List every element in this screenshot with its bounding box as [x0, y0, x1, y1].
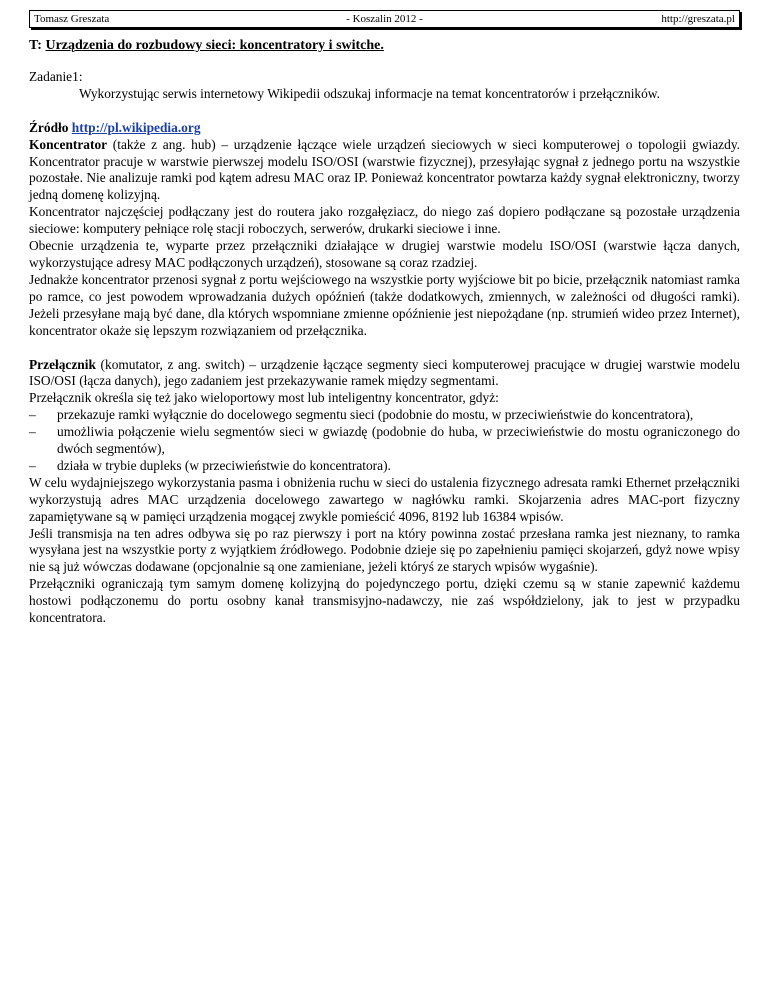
source-line	[29, 120, 740, 137]
list-item: – przekazuje ramki wyłącznie do docelowego segmentu sieci (podobnie do mostu, w przeciwieństwie do koncentratora),	[29, 407, 740, 424]
hub-paragraph-1: Koncentrator (także z ang. hub) – urządzenie łączące wiele urządzeń sieciowych w sieci komputerowej o topologii gwiazdy. Koncentrator pracuje w warstwie pierwszej modelu ISO/OSI (warstwie fizycznej), przesyłając sygnał z jednego portu na wszystkie pozostałe. Nie analizuje ramki pod kątem adresu MAC oraz IP. Ponieważ koncentrator powtarza każdy sygnał elektroniczny, tworzy jedną domenę kolizyjną.	[29, 136, 740, 203]
header-author: Tomasz Greszata	[34, 13, 110, 25]
switch-term: Przełącznik	[29, 356, 96, 372]
switch-paragraph-1: Przełącznik (komutator, z ang. switch) – urządzenie łączące segmenty sieci komputerowej pracujące w drugiej warstwie modelu ISO/OSI (łącza danych), jego zadaniem jest przekazywanie ramek między segmentami.	[29, 356, 740, 389]
task-body: Wykorzystując serwis internetowy Wikipedii odszukaj informacje na temat koncentratorów i przełączników.	[79, 85, 660, 101]
page-header	[29, 10, 740, 28]
title-prefix: T:	[29, 38, 46, 53]
hub-paragraph-2: Koncentrator najczęściej podłączany jest do routera jako rozgałęziacz, do niego zaś dopiero podłączane są pozostałe urządzenia sieciowe: komputery pełniące rolę stacji roboczych, serwerów, drukarki sieciowe i inne.	[29, 204, 740, 237]
header-place-year: - Koszalin 2012 -	[346, 13, 423, 25]
list-item: – działa w trybie dupleks (w przeciwieństwie do koncentratora).	[29, 458, 740, 475]
source-label: Źródło	[29, 119, 69, 135]
hub-paragraph-4: Jednakże koncentrator przenosi sygnał z portu wejściowego na wszystkie porty wyjściowe bit po bicie, przełącznik natomiast ramka po ramce, co jest powodem wprowadzania dużych opóźnień (także dodatkowych, zmiennych, w zależności od długości ramki). Jeżeli przesyłane mają być dane, dla których wspomniane zmienne opóźnienie jest niepożądane (np. strumień wideo przez Internet), koncentrator okaże się lepszym rozwiązaniem od przełącznika.	[29, 271, 740, 338]
switch-paragraph-5: Przełączniki ograniczają tym samym domenę kolizyjną do pojedynczego portu, dzięki czemu są w stanie zapewnić każdemu hostowi podłączonemu do portu osobny kanał transmisyjno-nadawczy, nie zaś współdzielony, jak to jest w przypadku koncentratora.	[29, 576, 740, 626]
switch-paragraph-3: W celu wydajniejszego wykorzystania pasma i obniżenia ruchu w sieci do ustalenia fizycznego adresata ramki Ethernet przełączniki wykorzystują adres MAC urządzenia docelowego zawartego w nagłówku ramki. Skojarzenia adres MAC-port fizyczny zapamiętywane są w pamięci urządzenia mogącej zwykle pomieścić 4096, 8192 lub 16384 wpisów.	[29, 474, 740, 524]
title-text: Urządzenia do rozbudowy sieci: koncentratory i switche.	[45, 38, 384, 53]
switch-paragraph-4: Jeśli transmisja na ten adres odbywa się po raz pierwszy i port na który powinna zostać przesłana ramka jest nieznany, to ramka wysyłana jest na wszystkie porty z wyjątkiem źródłowego. Podobnie dzieje się po zapełnieniu pamięci skojarzeń, gdyż nowe wpisy nie są już wówczas dodawane (opcjonalnie są one zamieniane, jeżeli któryś ze starych wpisów wygaśnie).	[29, 525, 740, 575]
document-body	[29, 38, 740, 627]
page-title	[29, 38, 740, 55]
list-item: – umożliwia połączenie wielu segmentów sieci w gwiazdę (podobnie do huba, w przeciwieństwie do mostu ograniczonego do dwóch segmentów),	[29, 424, 740, 458]
hub-term: Koncentrator	[29, 136, 108, 152]
task-label: Zadanie1:	[29, 68, 83, 84]
switch-feature-list	[29, 407, 740, 475]
header-url: http://greszata.pl	[661, 13, 735, 25]
source-link[interactable]: http://pl.wikipedia.org	[71, 119, 201, 135]
switch-paragraph-2: Przełącznik określa się też jako wieloportowy most lub inteligentny koncentrator, gdyż:	[29, 390, 499, 406]
hub-paragraph-3: Obecnie urządzenia te, wyparte przez przełączniki działające w drugiej warstwie modelu ISO/OSI (warstwie łącza danych, wykorzystujące adresy MAC podłączonych urządzeń), stosowane są coraz rzadziej.	[29, 238, 740, 270]
